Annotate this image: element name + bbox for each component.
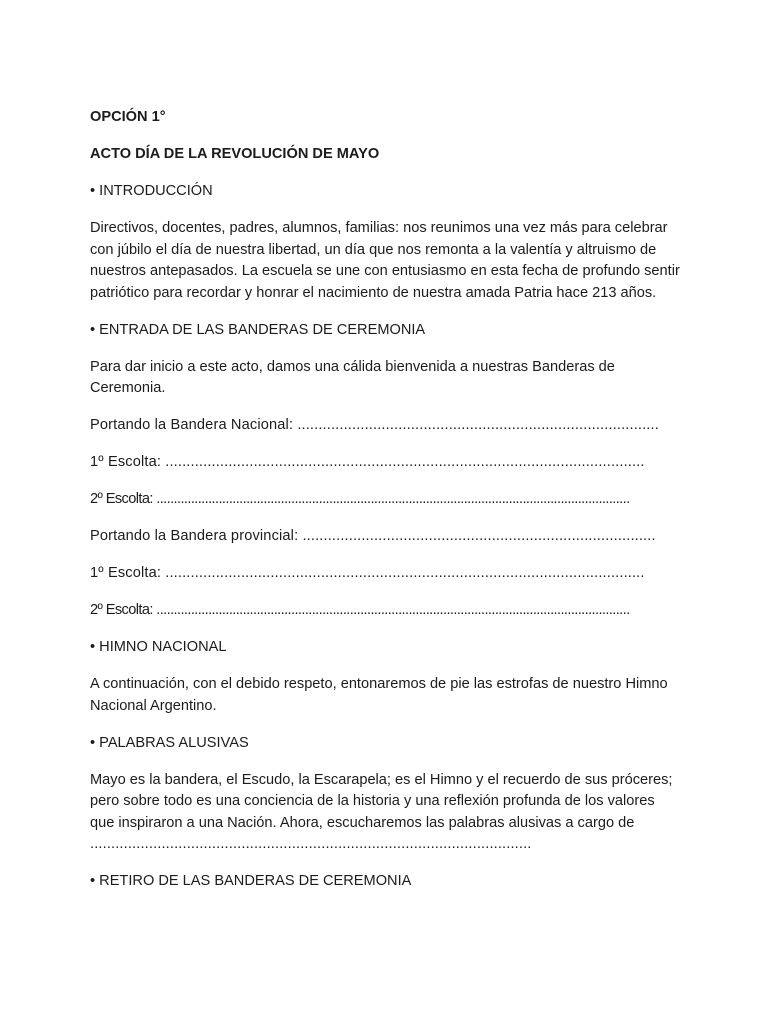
flags-entry-heading: • ENTRADA DE LAS BANDERAS DE CEREMONIA bbox=[90, 321, 426, 338]
anthem-paragraph: A continuación, con el debido respeto, entonaremos de pie las estrofas de nuestro Himno Nacional Argentino. bbox=[90, 676, 668, 714]
national-escort-1-line: 1º Escolta: .................................................................................................................. bbox=[90, 454, 645, 470]
intro-heading: • INTRODUCCIÓN bbox=[90, 183, 213, 199]
national-escort-2-line: 2º Escolta: ......................................................................................................................................... bbox=[90, 491, 630, 507]
speech-dots: ......................................................................................................... bbox=[90, 836, 532, 852]
speech-text: Mayo es la bandera, el Escudo, la Escarapela; es el Himno y el recuerdo de sus próceres; pero sobre todo es una conciencia de la historia y una reflexión profunda de los valores que inspiraron a una Nación. Ahora, escucharemos las palabras alusivas a cargo de bbox=[90, 771, 673, 831]
intro-paragraph: Directivos, docentes, padres, alumnos, familias: nos reunimos una vez más para celebrar con júbilo el día de nuestra libertad, un día que nos remonta a la valentía y altruismo de nuestros antepasados. La escuela se une con entusiasmo en esta fecha de profundo sentir patriótico para recordar y honrar el nacimiento de nuestra amada Patria hace 213 años. bbox=[90, 220, 680, 301]
speech-heading: • PALABRAS ALUSIVAS bbox=[90, 734, 249, 751]
provincial-escort-2-line: 2º Escolta: ......................................................................................................................................... bbox=[90, 602, 630, 618]
anthem-heading: • HIMNO NACIONAL bbox=[90, 639, 227, 655]
speech-paragraph bbox=[90, 770, 680, 856]
act-title: ACTO DÍA DE LA REVOLUCIÓN DE MAYO bbox=[90, 146, 380, 162]
flags-exit-heading: • RETIRO DE LAS BANDERAS DE CEREMONIA bbox=[90, 873, 412, 889]
document-body bbox=[90, 107, 680, 908]
option-title: OPCIÓN 1° bbox=[90, 109, 166, 125]
provincial-flag-bearer-line: Portando la Bandera provincial: .................................................................................... bbox=[90, 528, 656, 544]
national-flag-bearer-line: Portando la Bandera Nacional: ...................................................................................... bbox=[90, 417, 659, 433]
flags-entry-paragraph: Para dar inicio a este acto, damos una cálida bienvenida a nuestras Banderas de Ceremonia. bbox=[90, 358, 615, 396]
provincial-escort-1-line: 1º Escolta: .................................................................................................................. bbox=[90, 565, 645, 581]
